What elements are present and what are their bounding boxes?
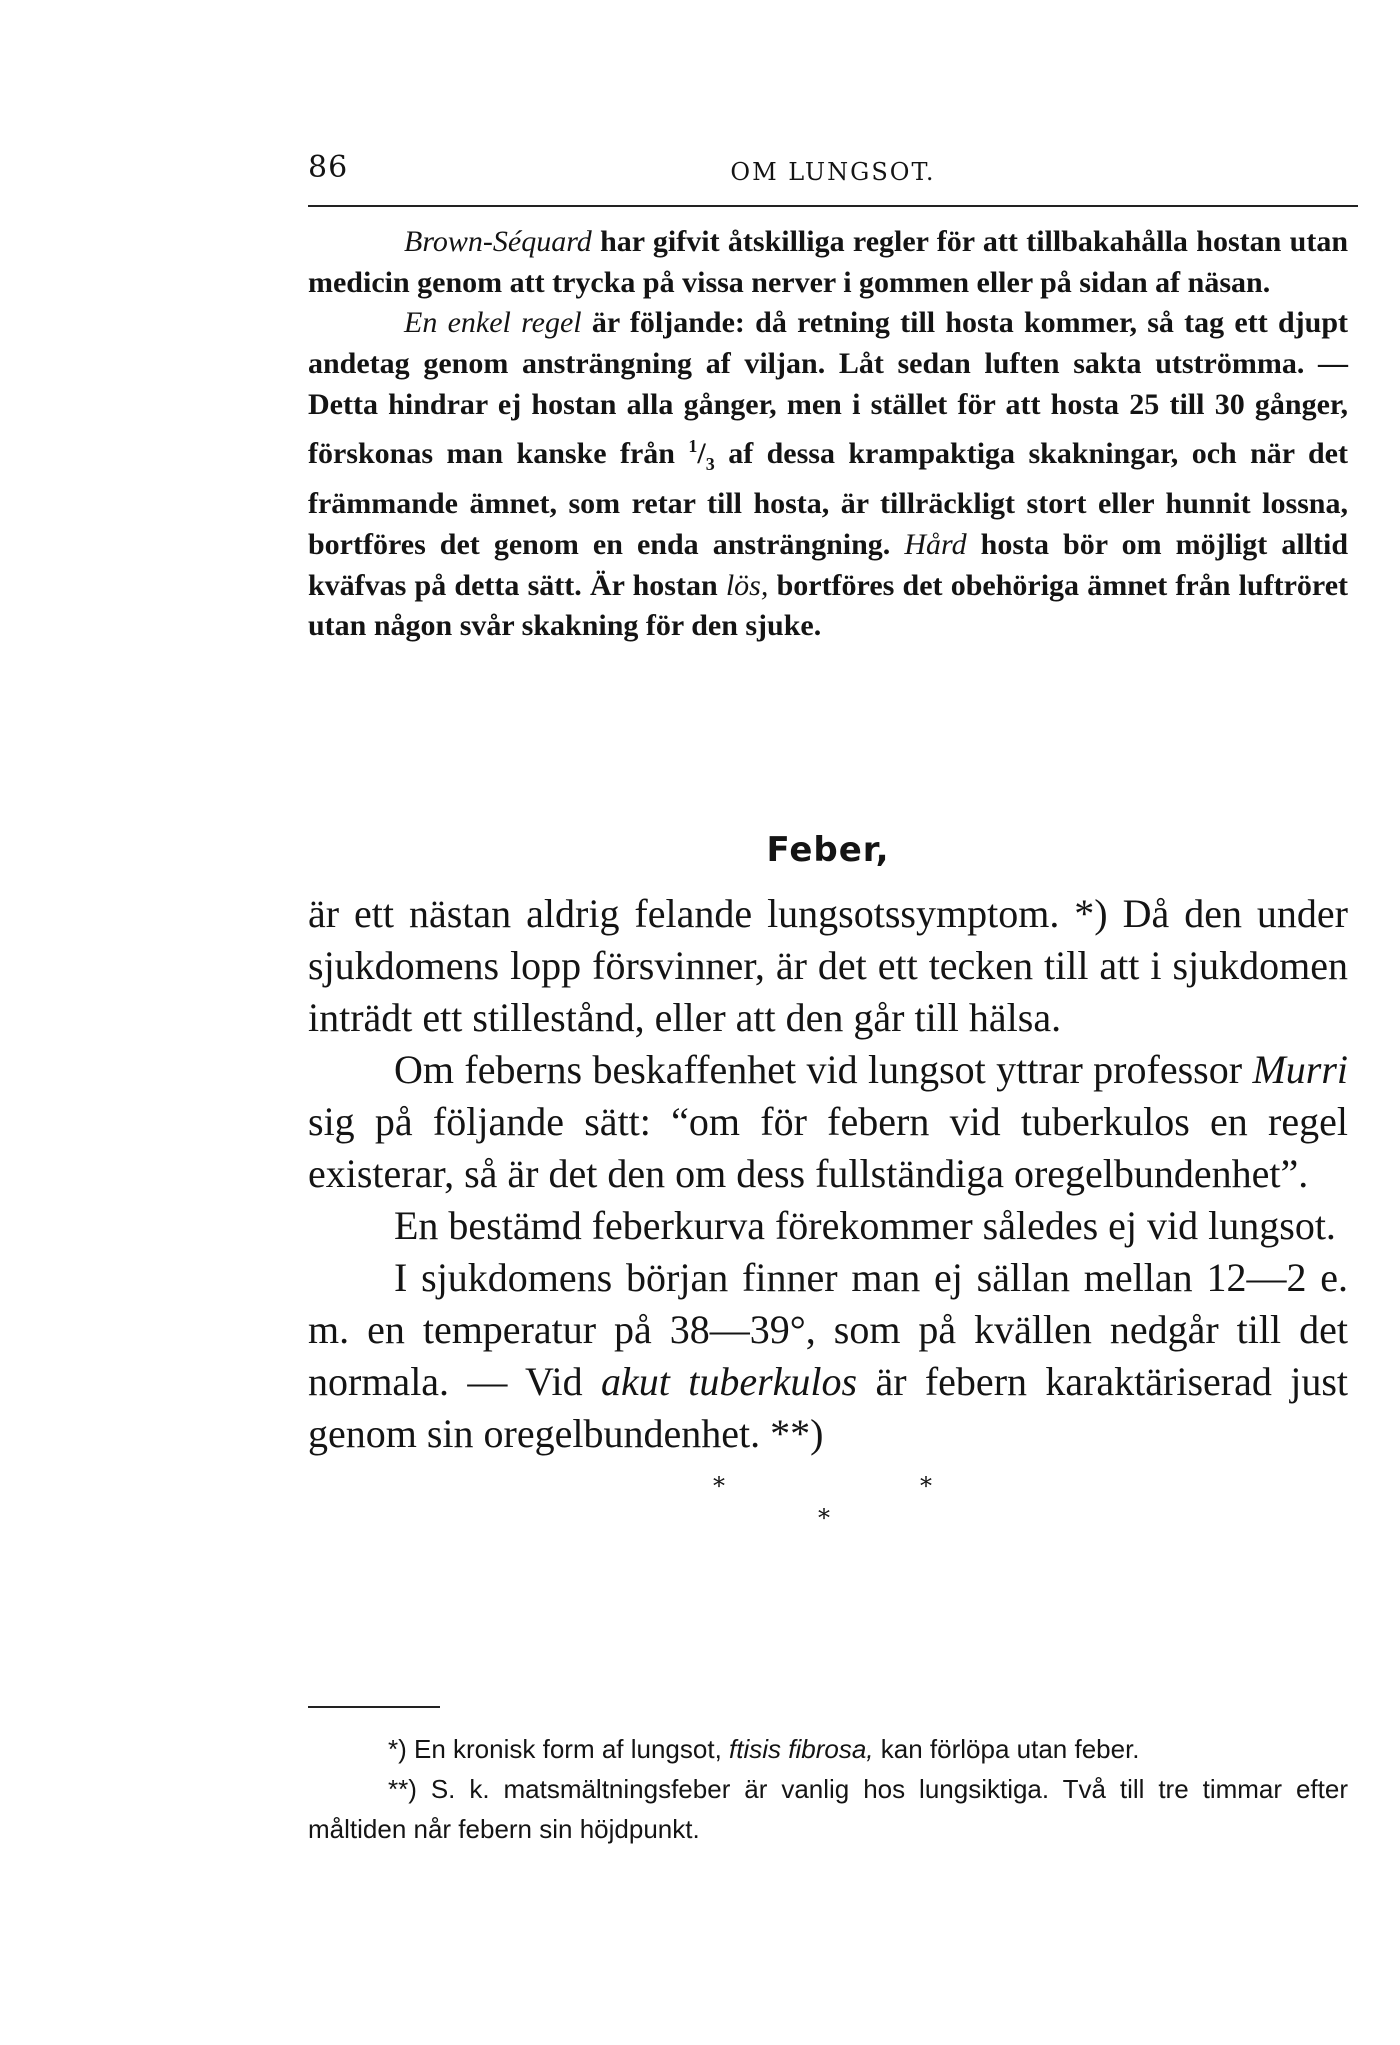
- paragraph-text: är febern karaktäriserad just genom sin oregelbundenhet. **): [308, 1359, 1349, 1456]
- section-heading: Feber,: [766, 830, 890, 870]
- term-los: lös,: [725, 568, 769, 602]
- footnote-text: *) En kronisk form af lungsot,: [388, 1734, 722, 1764]
- feber-section: [308, 888, 1348, 1460]
- paragraph-text: sig på följande sätt: “om för febern vid tuberkulos en regel existerar, så är det den om dess fullständiga oregelbundenhet”.: [308, 1099, 1348, 1196]
- intro-text: [308, 222, 1348, 647]
- asterisk: *: [818, 1504, 830, 1532]
- paragraph-enkel-regel: En enkel regel är följande: då retning till hosta kommer, så tag ett djupt andetag genom ansträngning af viljan. Låt sedan luften sakta utströmma. — Detta hindrar ej hostan alla gånger, men i stället för att hosta 25 till 30 gånger, förskonas man kanske från $^1/_3$ af dessa krampaktiga skakningar, och när det främmande ämnet, som retar till hosta, är tillräckligt stort eller hunnit lossna, bortföres det genom en enda ansträngning. Hård hosta bör om möjligt alltid kväfvas på detta sätt. Är hostan lös, bortföres det obehöriga ämnet från luftröret utan någon svår skakning för den sjuke.: [308, 306, 1349, 643]
- name-brown-sequard: Brown-Séquard: [404, 225, 592, 258]
- footnote-text: kan förlöpa utan feber.: [880, 1734, 1140, 1764]
- asterisk: *: [920, 1472, 932, 1500]
- term-en-enkel-regel: En enkel regel: [404, 306, 582, 340]
- paragraph-text: har gifvit åtskilliga regler för att tillbakahålla hostan utan medicin genom att trycka på vissa nerver i gommen eller på sidan af näsan.: [308, 225, 1348, 299]
- paragraph-text: hosta bör om möjligt alltid kväfvas på detta sätt. Är hostan: [308, 527, 1349, 602]
- section-break-asterisks: [308, 1472, 1348, 1542]
- term-akut-tuberkulos: akut tuberkulos: [600, 1359, 858, 1404]
- paragraph-murri: [308, 1044, 1348, 1200]
- header-rule: [308, 205, 1358, 207]
- paragraph-brown-sequard: [308, 222, 1348, 303]
- running-head: [308, 150, 1358, 206]
- page-number: 86: [308, 150, 349, 185]
- paragraph-feberkurva: En bestämd feberkurva förekommer således ej vid lungsot.: [394, 1203, 1336, 1248]
- footnote-rule: [308, 1706, 440, 1708]
- footnotes: [308, 1729, 1348, 1849]
- paragraph-text: I sjukdomens början finner man ej sällan mellan 12—2 e. m. en temperatur på 38—39°, som på kvällen nedgår till det normala. — Vid: [308, 1255, 1348, 1404]
- paragraph-text: Om feberns beskaffenhet vid lungsot yttrar professor: [394, 1047, 1243, 1092]
- term-hard: Hård: [904, 527, 967, 561]
- paragraph-text: af dessa krampaktiga skakningar, och när det främmande ämnet, som retar till hosta, är tillräckligt stort eller hunnit lossna, bortföres det genom en enda ansträngning.: [308, 436, 1348, 561]
- footnote-2: **) S. k. matsmältningsfeber är vanlig hos lungsiktiga. Två till tre timmar efter måltiden når febern sin höjdpunkt.: [308, 1774, 1348, 1844]
- footnote-1: [308, 1729, 1348, 1769]
- term-ftisis-fibrosa: ftisis fibrosa,: [729, 1734, 874, 1764]
- fraction-denominator: 3: [705, 453, 715, 474]
- paragraph-temperatur: [308, 1252, 1348, 1460]
- paragraph-text: är följande: då retning till hosta kommer, så tag ett djupt andetag genom ansträngning af viljan. Låt sedan luften sakta utströmma. — Detta hindrar ej hostan alla gånger, men i stället för att hosta 25 till 30 gånger, förskonas man kanske från: [308, 306, 1348, 470]
- name-murri: Murri: [1252, 1047, 1349, 1092]
- fraction-numerator: 1: [688, 435, 698, 456]
- paragraph-text: bortföres det obehöriga ämnet från luftröret utan någon svår skakning för den sjuke.: [308, 568, 1348, 643]
- paragraph-feber-intro: är ett nästan aldrig felande lungsotssymptom. *) Då den under sjukdomens lopp försvinner, är det ett tecken till att i sjukdomen inträdt ett stillestånd, eller att den går till hälsa.: [308, 891, 1348, 1040]
- asterisk: *: [713, 1472, 725, 1500]
- running-title: OM LUNGSOT.: [730, 158, 936, 186]
